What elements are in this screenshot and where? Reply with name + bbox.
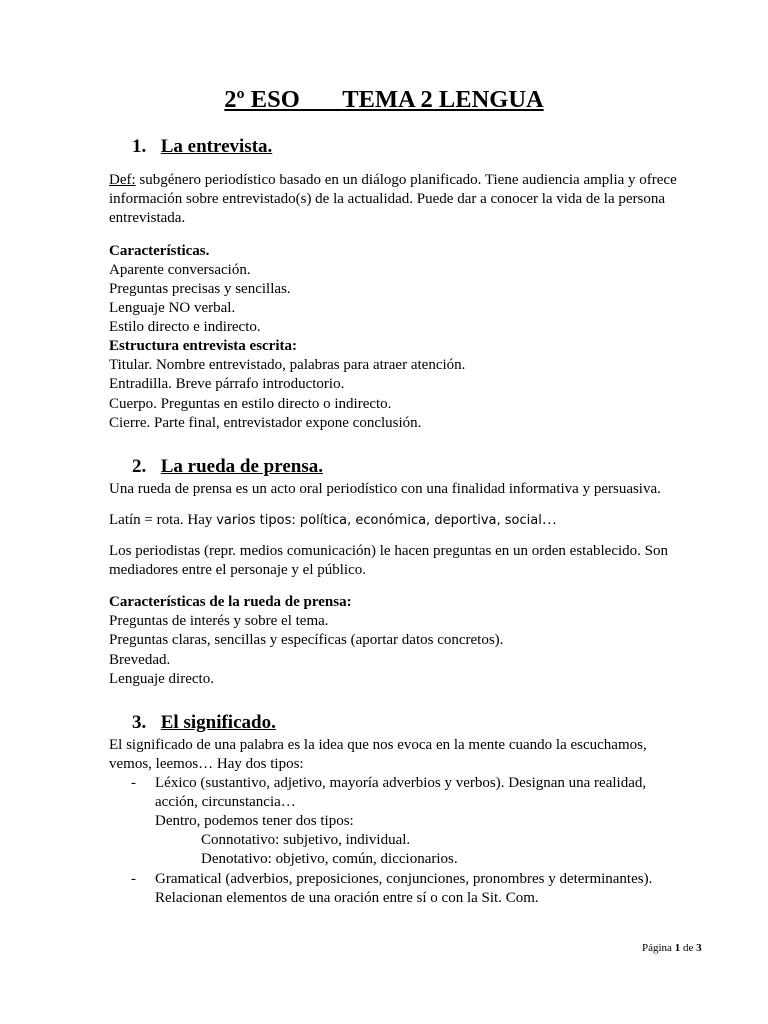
characteristic-item: Aparente conversación. [109,262,251,278]
list-dash: - [131,775,136,791]
title-course: 2º ESO [224,86,300,113]
page-number-footer [642,942,702,954]
section-heading-rueda-de-prensa [132,456,323,478]
characteristics-title: Características. [109,243,210,259]
structure-item: Titular. Nombre entrevistado, palabras para atraer atención. [109,357,466,373]
characteristic-item: Preguntas claras, sencillas y específicas (aportar datos concretos). [109,632,504,648]
definition-line: información sobre entrevistado(s) de la actualidad. Puede dar a conocer la vida de la persona [109,191,666,207]
structure-item: Entradilla. Breve párrafo introductorio. [109,376,345,392]
total-pages: 3 [696,942,702,954]
footer-label: Página [642,942,675,954]
characteristic-item: Lenguaje directo. [109,671,214,687]
structure-item: Cuerpo. Preguntas en estilo directo o indirecto. [109,396,392,412]
structure-item: Cierre. Parte final, entrevistador expone conclusión. [109,415,422,431]
paragraph-line: vemos, leemos… Hay dos tipos: [109,756,304,772]
characteristic-item: Preguntas de interés y sobre el tema. [109,613,329,629]
title-topic: TEMA 2 LENGUA [342,86,544,113]
characteristic-item: Lenguaje NO verbal. [109,300,236,316]
types-list: varios tipos: política, económica, deportiva, social [216,513,542,528]
subtype-item: Denotativo: objetivo, común, diccionarios. [201,851,458,867]
list-item-continuation: Dentro, podemos tener dos tipos: [155,813,354,829]
page-title [0,86,768,114]
characteristic-item: Estilo directo e indirecto. [109,319,261,335]
section-heading-significado [132,712,276,734]
section-title: La rueda de prensa. [160,456,323,477]
list-item-continuation: acción, circunstancia… [155,794,296,810]
section-heading-entrevista [132,136,272,158]
section-number: 1. [132,136,147,157]
characteristic-item: Preguntas precisas y sencillas. [109,281,291,297]
characteristics-title: Características de la rueda de prensa: [109,594,352,610]
latin-text: Latín = rota. Hay [109,512,217,528]
paragraph: Una rueda de prensa es un acto oral periodístico con una finalidad informativa y persuasiva. [109,481,661,497]
subtype-item: Connotativo: subjetivo, individual. [201,832,411,848]
latin-line [109,511,557,530]
section-title: La entrevista. [160,136,273,157]
ellipsis: … [541,512,557,528]
definition-line [109,171,677,190]
section-number: 3. [132,712,147,733]
structure-title: Estructura entrevista escrita: [109,338,297,354]
section-title: El significado. [160,712,276,733]
characteristic-item: Brevedad. [109,652,171,668]
list-item-gramatical: Gramatical (adverbios, preposiciones, conjunciones, pronombres y determinantes). [155,871,653,887]
section-number: 2. [132,456,147,477]
paragraph-line: Los periodistas (repr. medios comunicación) le hacen preguntas en un orden establecido. Son [109,543,668,559]
paragraph-line: El significado de una palabra es la idea que nos evoca en la mente cuando la escuchamos, [109,737,647,753]
current-page: 1 [674,942,681,954]
list-item-continuation: Relacionan elementos de una oración entre sí o con la Sit. Com. [155,890,539,906]
definition-line: entrevistada. [109,210,186,226]
footer-sep: de [680,942,697,954]
def-text: subgénero periodístico basado en un diálogo planificado. Tiene audiencia amplia y ofrece [135,172,677,188]
def-label: Def: [109,172,136,188]
paragraph-line: mediadores entre el personaje y el público. [109,562,366,578]
list-item-lexico: Léxico (sustantivo, adjetivo, mayoría adverbios y verbos). Designan una realidad, [155,775,647,791]
list-dash: - [131,871,136,887]
